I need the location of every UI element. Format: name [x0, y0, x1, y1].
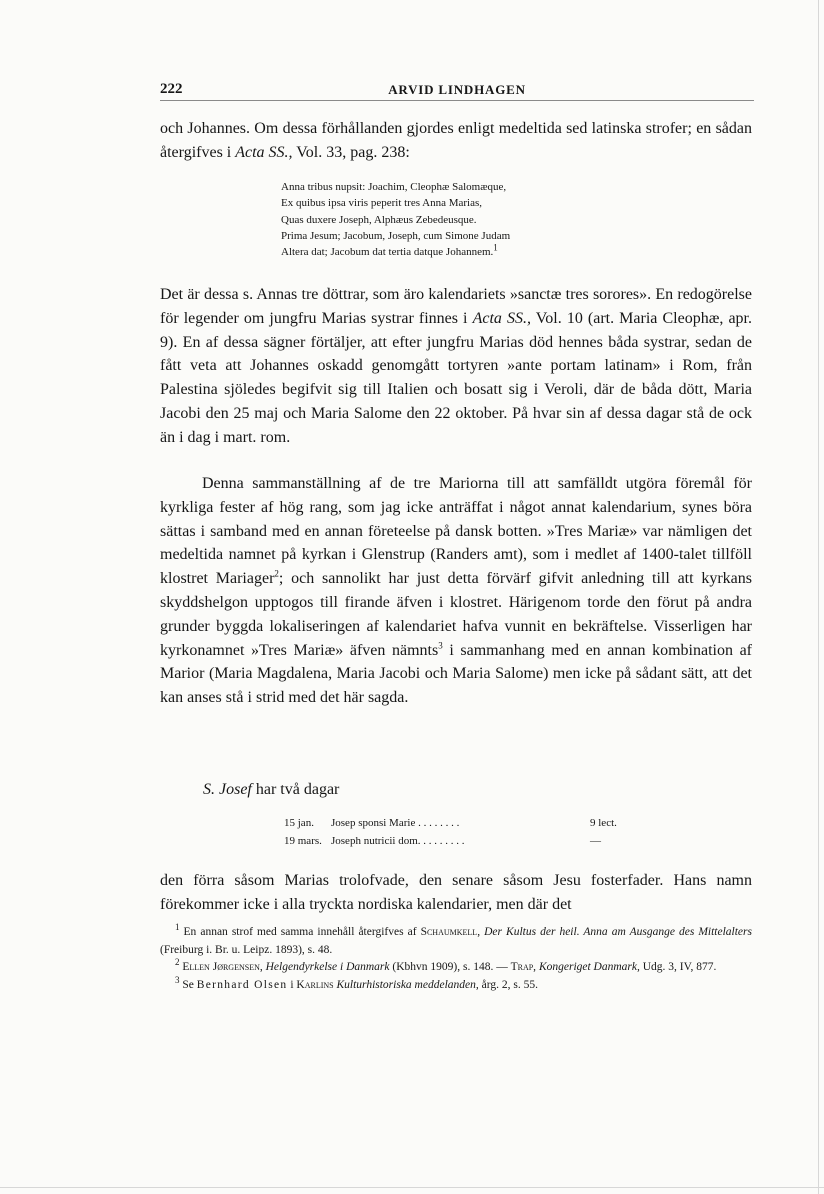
- latin-verse: [281, 179, 510, 260]
- footnote-2: $^2$ Ellen Jørgensen, Helgendyrkelse i Danmark (Kbhvn 1909), s. 148. — Trap, Kongeriget Danmark, Udg. 3, IV, 877.: [175, 957, 717, 973]
- calendar-text: Josep sponsi Marie . . . . . . . .: [331, 817, 460, 829]
- verse-line: Ex quibus ipsa viris peperit tres Anna Marias,: [281, 197, 483, 210]
- acta-ss-title: Acta SS.,: [472, 309, 531, 327]
- section-heading-josef: S. Josef har två dagar: [203, 781, 340, 798]
- page-number: 222: [160, 81, 183, 97]
- calendar-row: [284, 814, 630, 832]
- footnote-3: $^3$ Se Bernhard Olsen i Karlins Kulturhistoriska meddelanden, årg. 2, s. 55.: [175, 974, 538, 991]
- acta-ss-title: Acta SS.,: [235, 143, 293, 161]
- verse-line: Quas duxere Joseph, Alphæus Zebedeusque.: [281, 213, 477, 226]
- calendar-lections: —: [590, 835, 601, 847]
- running-header: [160, 81, 754, 101]
- verse-line: Prima Jesum; Jacobum, Joseph, cum Simone Judam: [281, 229, 511, 242]
- calendar-lections: 9 lect.: [590, 817, 617, 829]
- paragraph-tres-mariae: Denna sammanställning af de tre Mariorna till att samfälldt utgöra föremål för kyrkliga fester af hög rang, som jag icke anträffat i något annat kalendarium, synes böra sättas i samband med en annan företeelse på dansk botten. »Tres Mariæ» var nämligen det medeltida namnet på kyrkan i Glenstrup (Randers amt), som i medlet af 1400-talet tillföll klostret Mariager$^2$; och sannolikt har just detta förvärf gifvit anledning till att kyrkans skyddshelgon upptogos till firande äfven i klostret. Härigenom torde den förut på andra grunder byggda lokaliseringen af kalendariet hafva vunnit en bekräftelse. Visserligen har kyrkonamnet »Tres Mariæ» äfven nämnts$^3$ i sammanhang med en annan kombination af Marior (Maria Magdalena, Maria Jacobi och Maria Salome) men icke på sådant sätt, att det kan anses stå i strid med det här sagda.: [160, 475, 753, 707]
- footnote-mark: 3: [438, 640, 443, 651]
- page-edge-bottom: [0, 1187, 824, 1188]
- footnote-1: $^1$ En annan strof med samma innehåll återgifves af Schaumkell, Der Kultus der heil. Anna am Ausgange des Mittelalters (Freiburg i. Br. u. Leipz. 1893), s. 48.: [160, 922, 752, 956]
- calendar-date: 19 mars.: [284, 835, 322, 847]
- page-edge-right: [818, 0, 819, 1194]
- paragraph-daughters: Det är dessa s. Annas tre döttrar, som äro kalendariets »sanctæ tres sorores». En redogörelse för legender om jungfru Marias systrar finnes i Acta SS., Vol. 10 (art. Maria Cleophæ, apr. 9). En af dessa sägner förtäljer, att efter jungfru Marias död hennes båda systrar, sedan de fått veta att Johannes oskadd genomgått tortyren »ante portam latinam» i Rom, från Palestina sjöledes begifvit sig till Italien och bosatt sig i Veroli, där de båda dött, Maria Jacobi den 25 maj och Maria Salome den 22 oktober. På hvar sin af dessa dagar stå de ock än i dag i mart. rom.: [160, 286, 752, 446]
- footnotes: [160, 924, 752, 994]
- calendar-text: Joseph nutricii dom. . . . . . . . .: [331, 835, 465, 847]
- paragraph-intro: och Johannes. Om dessa förhållanden gjordes enligt medeltida sed latinska strofer; en sådan återgifves i Acta SS., Vol. 33, pag. 238:: [160, 120, 752, 161]
- verse-line: Altera dat; Jacobum dat tertia datque Johannem.$^1$: [281, 242, 498, 259]
- footnote-mark: 1: [493, 242, 498, 253]
- running-title: ARVID LINDHAGEN: [388, 82, 526, 97]
- paragraph-josef: den förra såsom Marias trolofvade, den senare såsom Jesu fosterfader. Hans namn förekommer icke i alla tryckta nordiska kalendarier, men där det: [160, 872, 752, 913]
- verse-line: Anna tribus nupsit: Joachim, Cleophæ Salomæque,: [281, 181, 507, 193]
- calendar-row: [284, 832, 630, 850]
- calendar-entries: [284, 814, 630, 850]
- calendar-date: 15 jan.: [284, 817, 314, 829]
- footnote-mark: 2: [274, 568, 279, 579]
